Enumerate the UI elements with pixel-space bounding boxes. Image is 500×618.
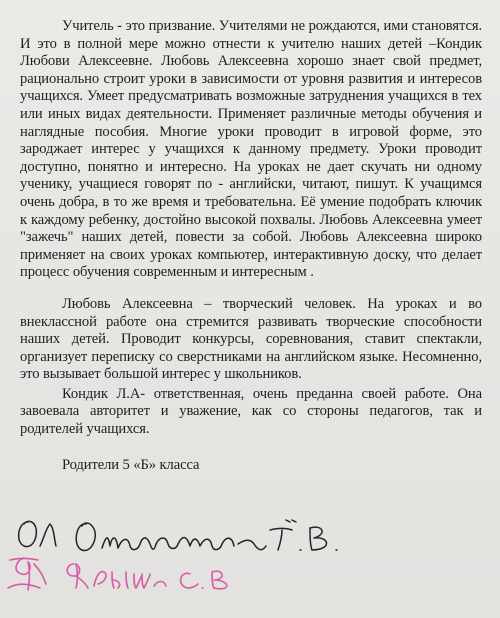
- paragraph-1: Учитель - это призвание. Учителями не рождаются, ими становятся. И это в полной мере можно отнести к учителю наших детей –Кондик Любови Алексеевне. Любовь Алексеевна хорошо знает свой предмет, рационально строит уроки в зависимости от уровня развития и интересов учащихся. Умеет предусматривать возможные затруднения учащихся в тех или иных видах деятельности. Применяет различные методы обучения и наглядные пособия. Многие уроки проводит в игровой форме, это зароджает интерес у учащихся к данному предмету. Уроки проводит доступно, понятно и интересно. На уроках не дает скучать ни одному ученику, учащиеся говорят по - английски, читают, пишут. К учащимся очень добра, в то же время и требовательна. Её умение подобрать ключик к каждому ребенку, достойно высокой похвалы. Любовь Алексеевна умеет "зажечь" наших детей, повести за собой. Любовь Алексеевна широко применяет на своих уроках компьютер, интерактивную доску, что делает процесс обучения современным и интересным .: [20, 18, 482, 281]
- signature-black: [19, 520, 337, 551]
- paragraph-2: Любовь Алексеевна – творческий человек. На уроках и во внеклассной работе она стремится развивать творческие способности наших детей. Проводит конкурсы, соревнования, ставит спектакли, организует переписку со сверстниками на английском языке. Несомненно, это вызывает большой интерес у школьников.: [20, 295, 482, 383]
- parents-signature-line: Родители 5 «Б» класса: [62, 456, 200, 473]
- signature-pink: [8, 558, 227, 590]
- signatures-image: [0, 500, 500, 618]
- paragraph-3: Кондик Л.А- ответственная, очень преданна своей работе. Она завоевала авторитет и уважение, как со стороны педагогов, так и родителей учащихся.: [20, 385, 482, 438]
- handwritten-signatures: [0, 500, 500, 618]
- letter-body: [20, 18, 482, 476]
